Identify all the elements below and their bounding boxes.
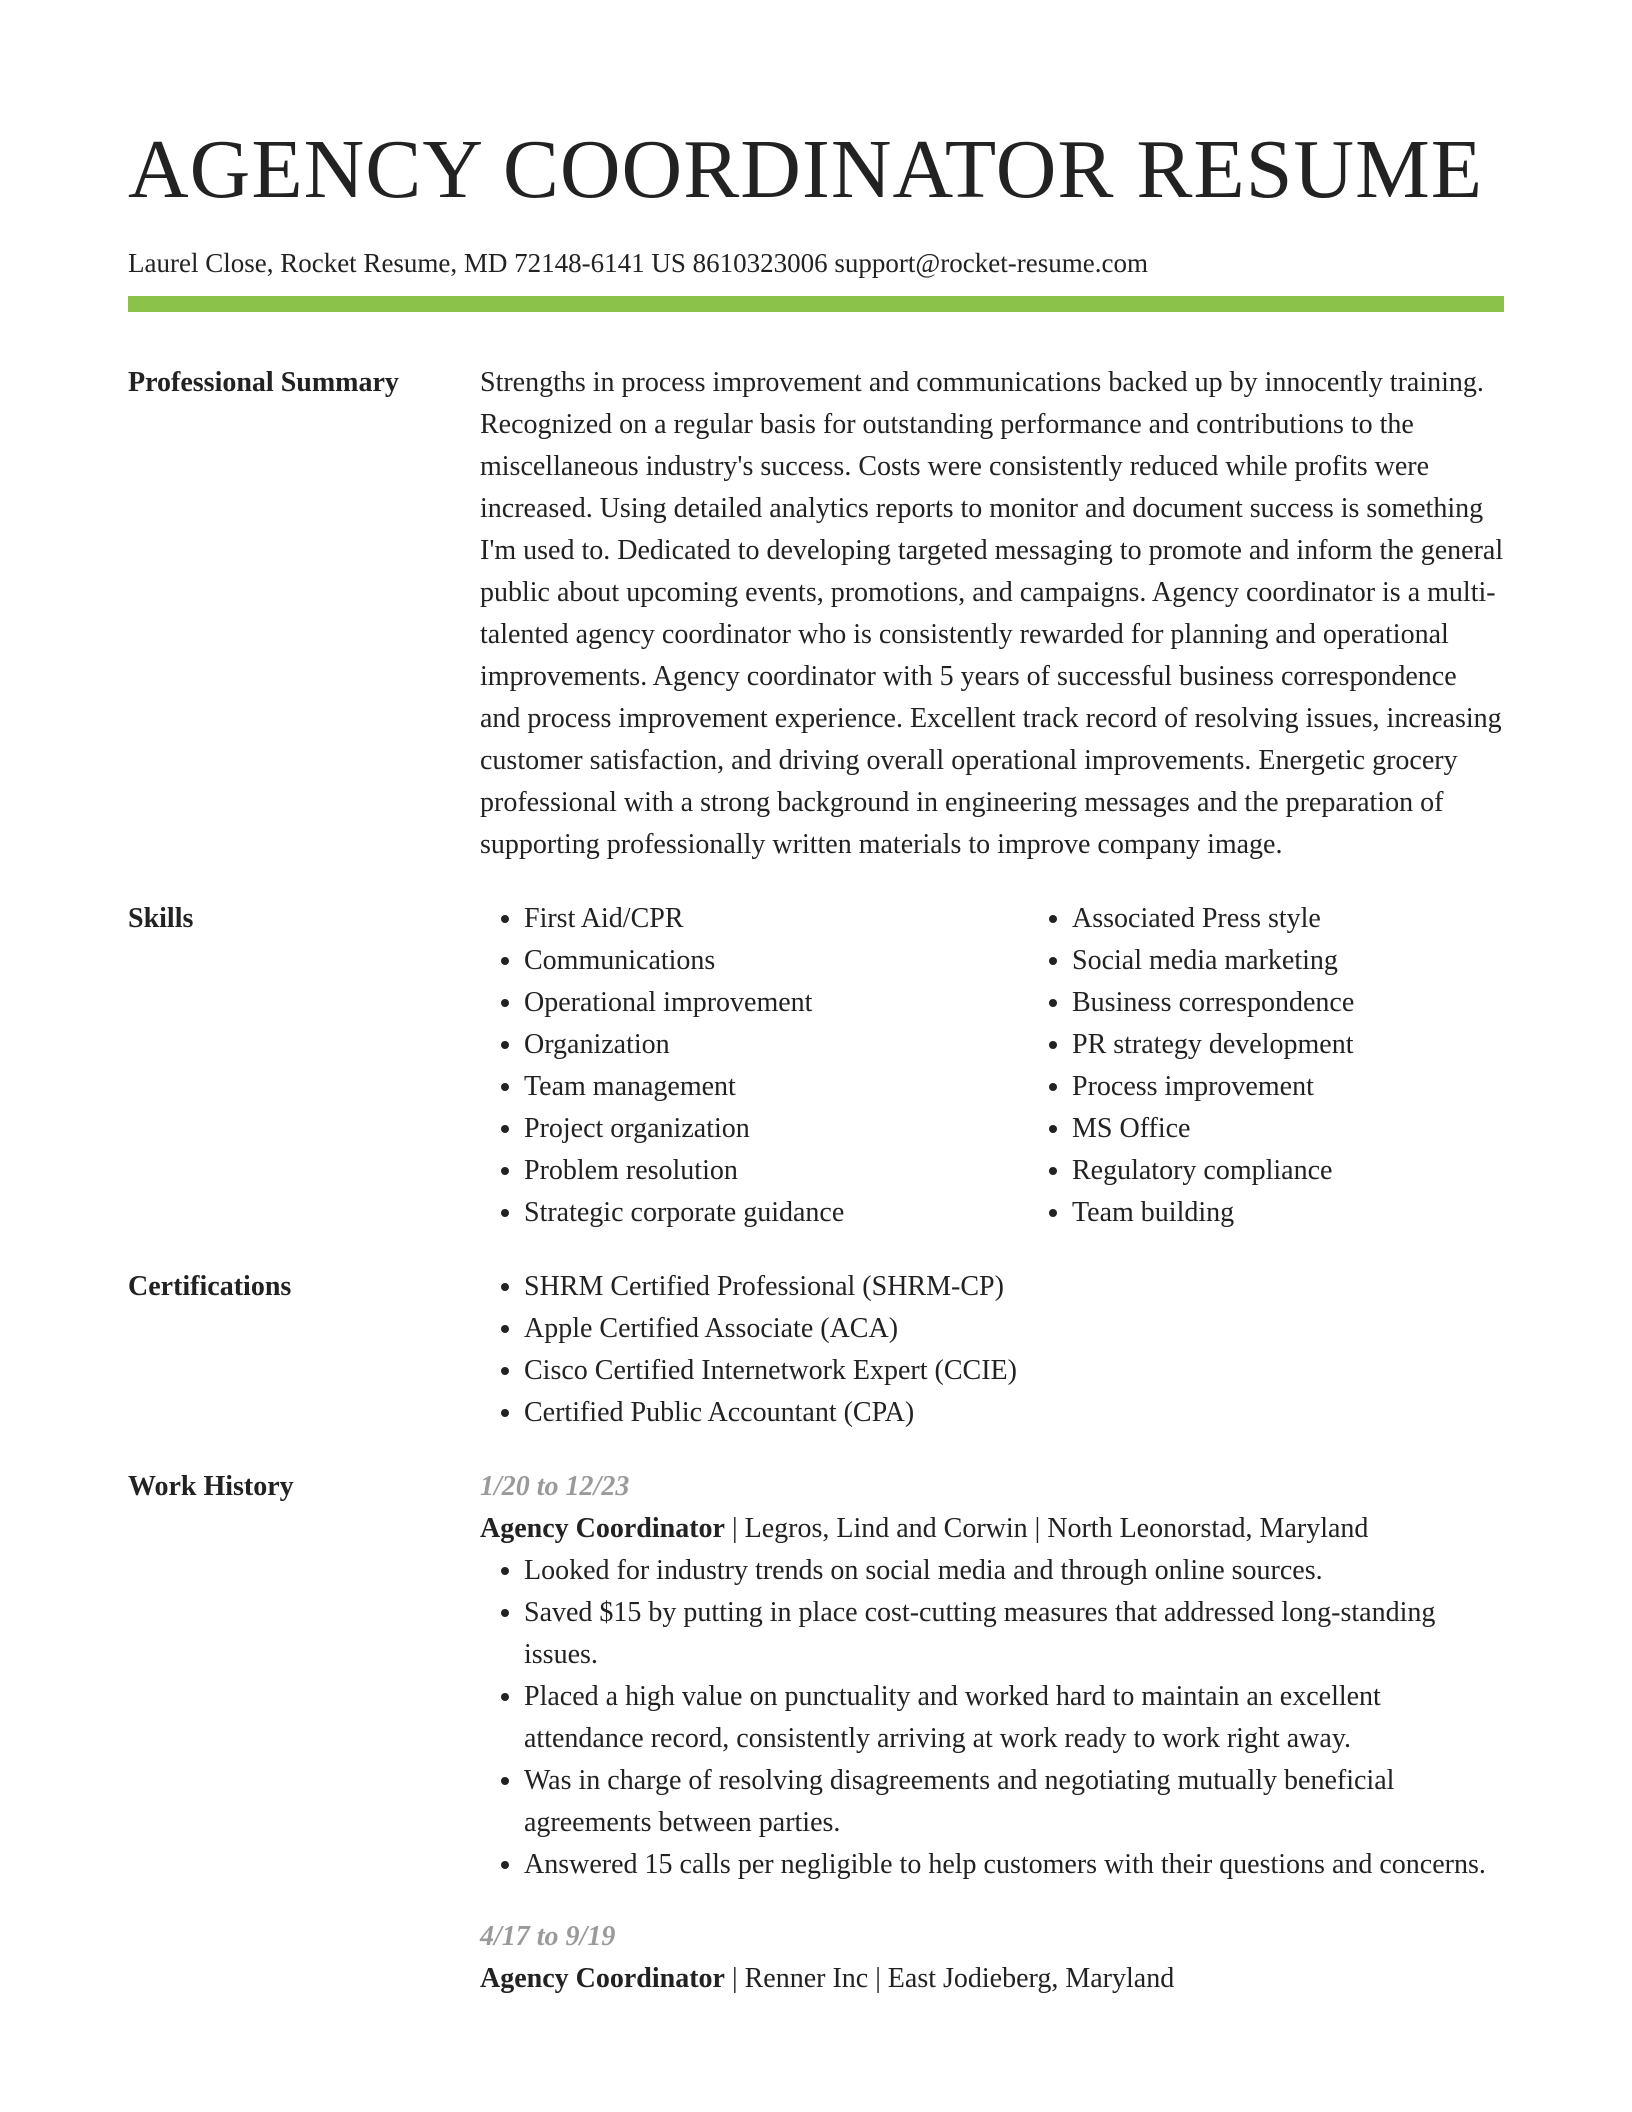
certifications-list [480, 1266, 1504, 1434]
skills-body [480, 898, 1576, 1234]
skill-item: • Project organization [524, 1108, 1028, 1150]
work-history-body [480, 1466, 1504, 2000]
job-entry [480, 1466, 1504, 1886]
skill-item: • Social media marketing [1072, 940, 1576, 982]
job-bullet: • Placed a high value on punctuality and worked hard to maintain an excellent attendance record, consistently arriving at work ready to work right away. [524, 1676, 1504, 1760]
certification-item: • Certified Public Accountant (CPA) [524, 1392, 1504, 1434]
certification-item: • Apple Certified Associate (ACA) [524, 1308, 1504, 1350]
work-history-heading: Work History [128, 1471, 294, 1502]
contact-line: Laurel Close, Rocket Resume, MD 72148-6141 US 8610323006 support@rocket-resume.com [128, 248, 1148, 278]
summary-body [480, 362, 1504, 866]
skill-item: • Problem resolution [524, 1150, 1028, 1192]
skill-item: • Business correspondence [1072, 982, 1576, 1024]
header-divider [128, 296, 1504, 312]
skills-section [128, 898, 1504, 1234]
work-history-section [128, 1466, 1504, 2000]
certifications-heading: Certifications [128, 1271, 292, 1302]
skill-item: • Associated Press style [1072, 898, 1576, 940]
skills-grid [480, 898, 1576, 1234]
skill-item: • Team management [524, 1066, 1028, 1108]
job-details: | Renner Inc | East Jodieberg, Maryland [724, 1963, 1175, 1994]
job-bullet: • Answered 15 calls per negligible to help customers with their questions and concerns. [524, 1844, 1504, 1886]
job-heading [480, 1958, 1504, 2000]
job-entry [480, 1916, 1504, 2000]
skill-item: • Operational improvement [524, 982, 1028, 1024]
job-title: Agency Coordinator [480, 1963, 725, 1994]
job-bullet: • Looked for industry trends on social media and through online sources. [524, 1550, 1504, 1592]
skill-item: • First Aid/CPR [524, 898, 1028, 940]
skill-item: • Communications [524, 940, 1028, 982]
skill-item: • Strategic corporate guidance [524, 1192, 1028, 1234]
summary-text: Strengths in process improvement and communications backed up by innocently training. Recognized on a regular basis for outstanding performance and contributions to the miscellaneous industry's success. Costs were consistently reduced while profits were increased. Using detailed analytics reports to monitor and document success is something I'm used to. Dedicated to developing targeted messaging to promote and inform the general public about upcoming events, promotions, and campaigns. Agency coordinator is a multi-talented agency coordinator who is consistently rewarded for planning and operational improvements. Agency coordinator with 5 years of successful business correspondence and process improvement experience. Excellent track record of resolving issues, increasing customer satisfaction, and driving overall operational improvements. Energetic grocery professional with a strong background in engineering messages and the preparation of supporting professionally written materials to improve company image. [480, 367, 1504, 860]
summary-heading: Professional Summary [128, 367, 399, 398]
job-bullet: • Saved $15 by putting in place cost-cutting measures that addressed long-standing issues. [524, 1592, 1504, 1676]
certification-item: • SHRM Certified Professional (SHRM-CP) [524, 1266, 1504, 1308]
skill-item: • Team building [1072, 1192, 1576, 1234]
job-dates: 4/17 to 9/19 [480, 1921, 616, 1952]
job-details: | Legros, Lind and Corwin | North Leonorstad, Maryland [724, 1513, 1369, 1544]
summary-section [128, 362, 1504, 866]
certifications-body [480, 1266, 1504, 1434]
skill-item: • Process improvement [1072, 1066, 1576, 1108]
job-title: Agency Coordinator [480, 1513, 725, 1544]
job-dates: 1/20 to 12/23 [480, 1471, 630, 1502]
page-title: AGENCY COORDINATOR RESUME [128, 123, 1484, 216]
job-heading [480, 1508, 1504, 1550]
skills-list-left [480, 898, 1028, 1234]
skills-list-right [1028, 898, 1576, 1234]
skill-item: • Regulatory compliance [1072, 1150, 1576, 1192]
certification-item: • Cisco Certified Internetwork Expert (CCIE) [524, 1350, 1504, 1392]
skill-item: • MS Office [1072, 1108, 1576, 1150]
certifications-section [128, 1266, 1504, 1434]
skill-item: • Organization [524, 1024, 1028, 1066]
skills-heading: Skills [128, 903, 194, 934]
job-bullets [480, 1550, 1504, 1886]
job-bullet: • Was in charge of resolving disagreements and negotiating mutually beneficial agreements between parties. [524, 1760, 1504, 1844]
skill-item: • PR strategy development [1072, 1024, 1576, 1066]
